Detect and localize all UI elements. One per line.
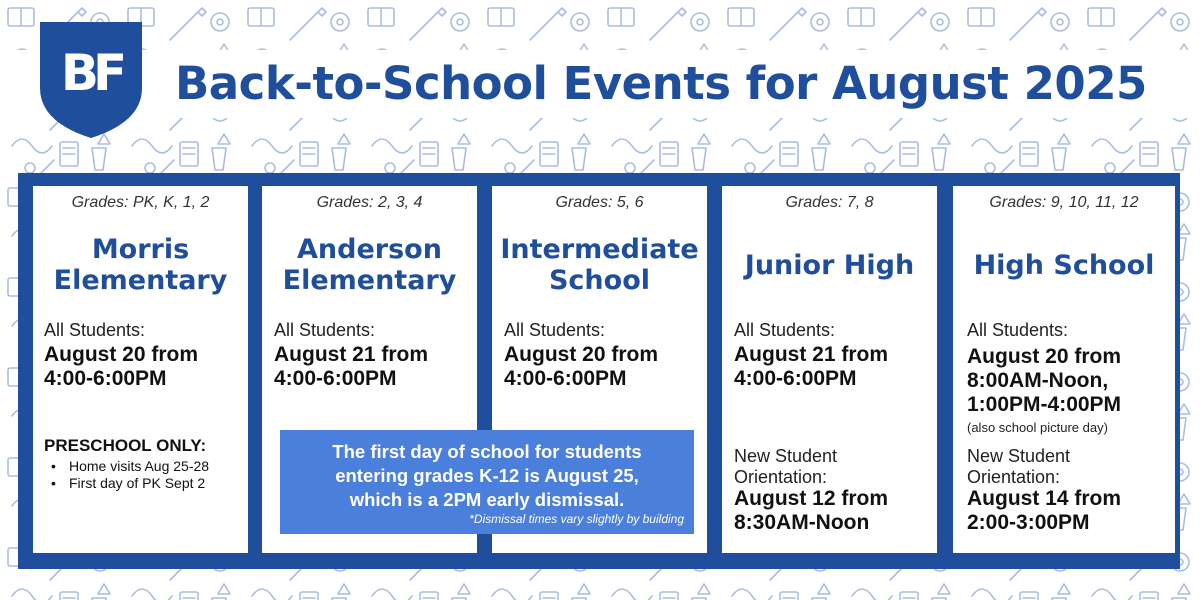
logo-lettering: BF bbox=[60, 44, 122, 102]
preschool-title: PRESCHOOL ONLY: bbox=[44, 436, 207, 455]
orientation-label bbox=[734, 446, 837, 488]
page-title: Back-to-School Events for August 2025 bbox=[175, 57, 1147, 110]
all-students-date: August 20 from bbox=[504, 343, 659, 366]
orientation-time: 2:00-3:00PM bbox=[967, 511, 1090, 534]
notice-line1: The first day of school for students bbox=[332, 441, 642, 462]
notice-line3: which is a 2PM early dismissal. bbox=[349, 489, 625, 510]
orientation-label-line2: Orientation: bbox=[967, 467, 1061, 487]
all-students-label: All Students: bbox=[44, 320, 146, 340]
all-students-time-morning: 8:00AM-Noon, bbox=[967, 369, 1109, 392]
grades-label: Grades: 2, 3, 4 bbox=[316, 194, 423, 211]
school-name-line2: Elementary bbox=[53, 265, 228, 296]
all-students-date: August 20 from bbox=[44, 343, 199, 366]
school-name: High School bbox=[973, 250, 1155, 281]
column-morris-elementary bbox=[33, 186, 248, 553]
all-students-label: All Students: bbox=[274, 320, 376, 340]
grades-label: Grades: 7, 8 bbox=[785, 194, 874, 211]
orientation-label bbox=[967, 446, 1070, 488]
all-students-date: August 21 from bbox=[274, 343, 429, 366]
grades-label: Grades: PK, K, 1, 2 bbox=[71, 194, 210, 211]
school-name-line1: Anderson bbox=[297, 234, 442, 265]
all-students-time: 4:00-6:00PM bbox=[504, 367, 627, 390]
dismissal-footnote: *Dismissal times vary slightly by building bbox=[469, 512, 684, 526]
all-students-time: 4:00-6:00PM bbox=[734, 367, 857, 390]
orientation-date: August 12 from bbox=[734, 487, 889, 510]
district-shield-logo bbox=[36, 18, 146, 140]
first-day-notice bbox=[280, 430, 694, 534]
all-students-time: 4:00-6:00PM bbox=[274, 367, 397, 390]
all-students-time: 4:00-6:00PM bbox=[44, 367, 167, 390]
school-name bbox=[492, 234, 707, 296]
orientation-date: August 14 from bbox=[967, 487, 1122, 510]
school-name bbox=[262, 234, 477, 296]
all-students-label: All Students: bbox=[734, 320, 836, 340]
orientation-label-line1: New Student bbox=[734, 446, 838, 466]
column-junior-high bbox=[722, 186, 937, 553]
column-high-school bbox=[953, 186, 1175, 553]
school-name-line1: Morris bbox=[91, 234, 190, 265]
school-name-line1: Intermediate bbox=[500, 234, 699, 265]
preschool-list bbox=[49, 458, 209, 492]
list-item: • Home visits Aug 25-28 bbox=[49, 458, 209, 475]
orientation-label-line1: New Student bbox=[967, 446, 1071, 466]
all-students-label: All Students: bbox=[967, 320, 1069, 340]
picture-day-note: (also school picture day) bbox=[967, 420, 1108, 435]
list-item: • First day of PK Sept 2 bbox=[49, 475, 209, 492]
grades-label: Grades: 5, 6 bbox=[555, 194, 644, 211]
all-students-date: August 20 from bbox=[967, 345, 1122, 368]
school-name-line2: School bbox=[548, 265, 651, 296]
notice-line2: entering grades K-12 is August 25, bbox=[335, 465, 639, 486]
orientation-label-line2: Orientation: bbox=[734, 467, 828, 487]
all-students-time-afternoon: 1:00PM-4:00PM bbox=[967, 393, 1122, 416]
all-students-date: August 21 from bbox=[734, 343, 889, 366]
grades-label: Grades: 9, 10, 11, 12 bbox=[989, 194, 1139, 211]
all-students-label: All Students: bbox=[504, 320, 606, 340]
orientation-time: 8:30AM-Noon bbox=[734, 511, 870, 534]
notice-text bbox=[286, 440, 688, 512]
school-name bbox=[33, 234, 248, 296]
school-name-line2: Elementary bbox=[282, 265, 457, 296]
school-name: Junior High bbox=[744, 250, 915, 281]
